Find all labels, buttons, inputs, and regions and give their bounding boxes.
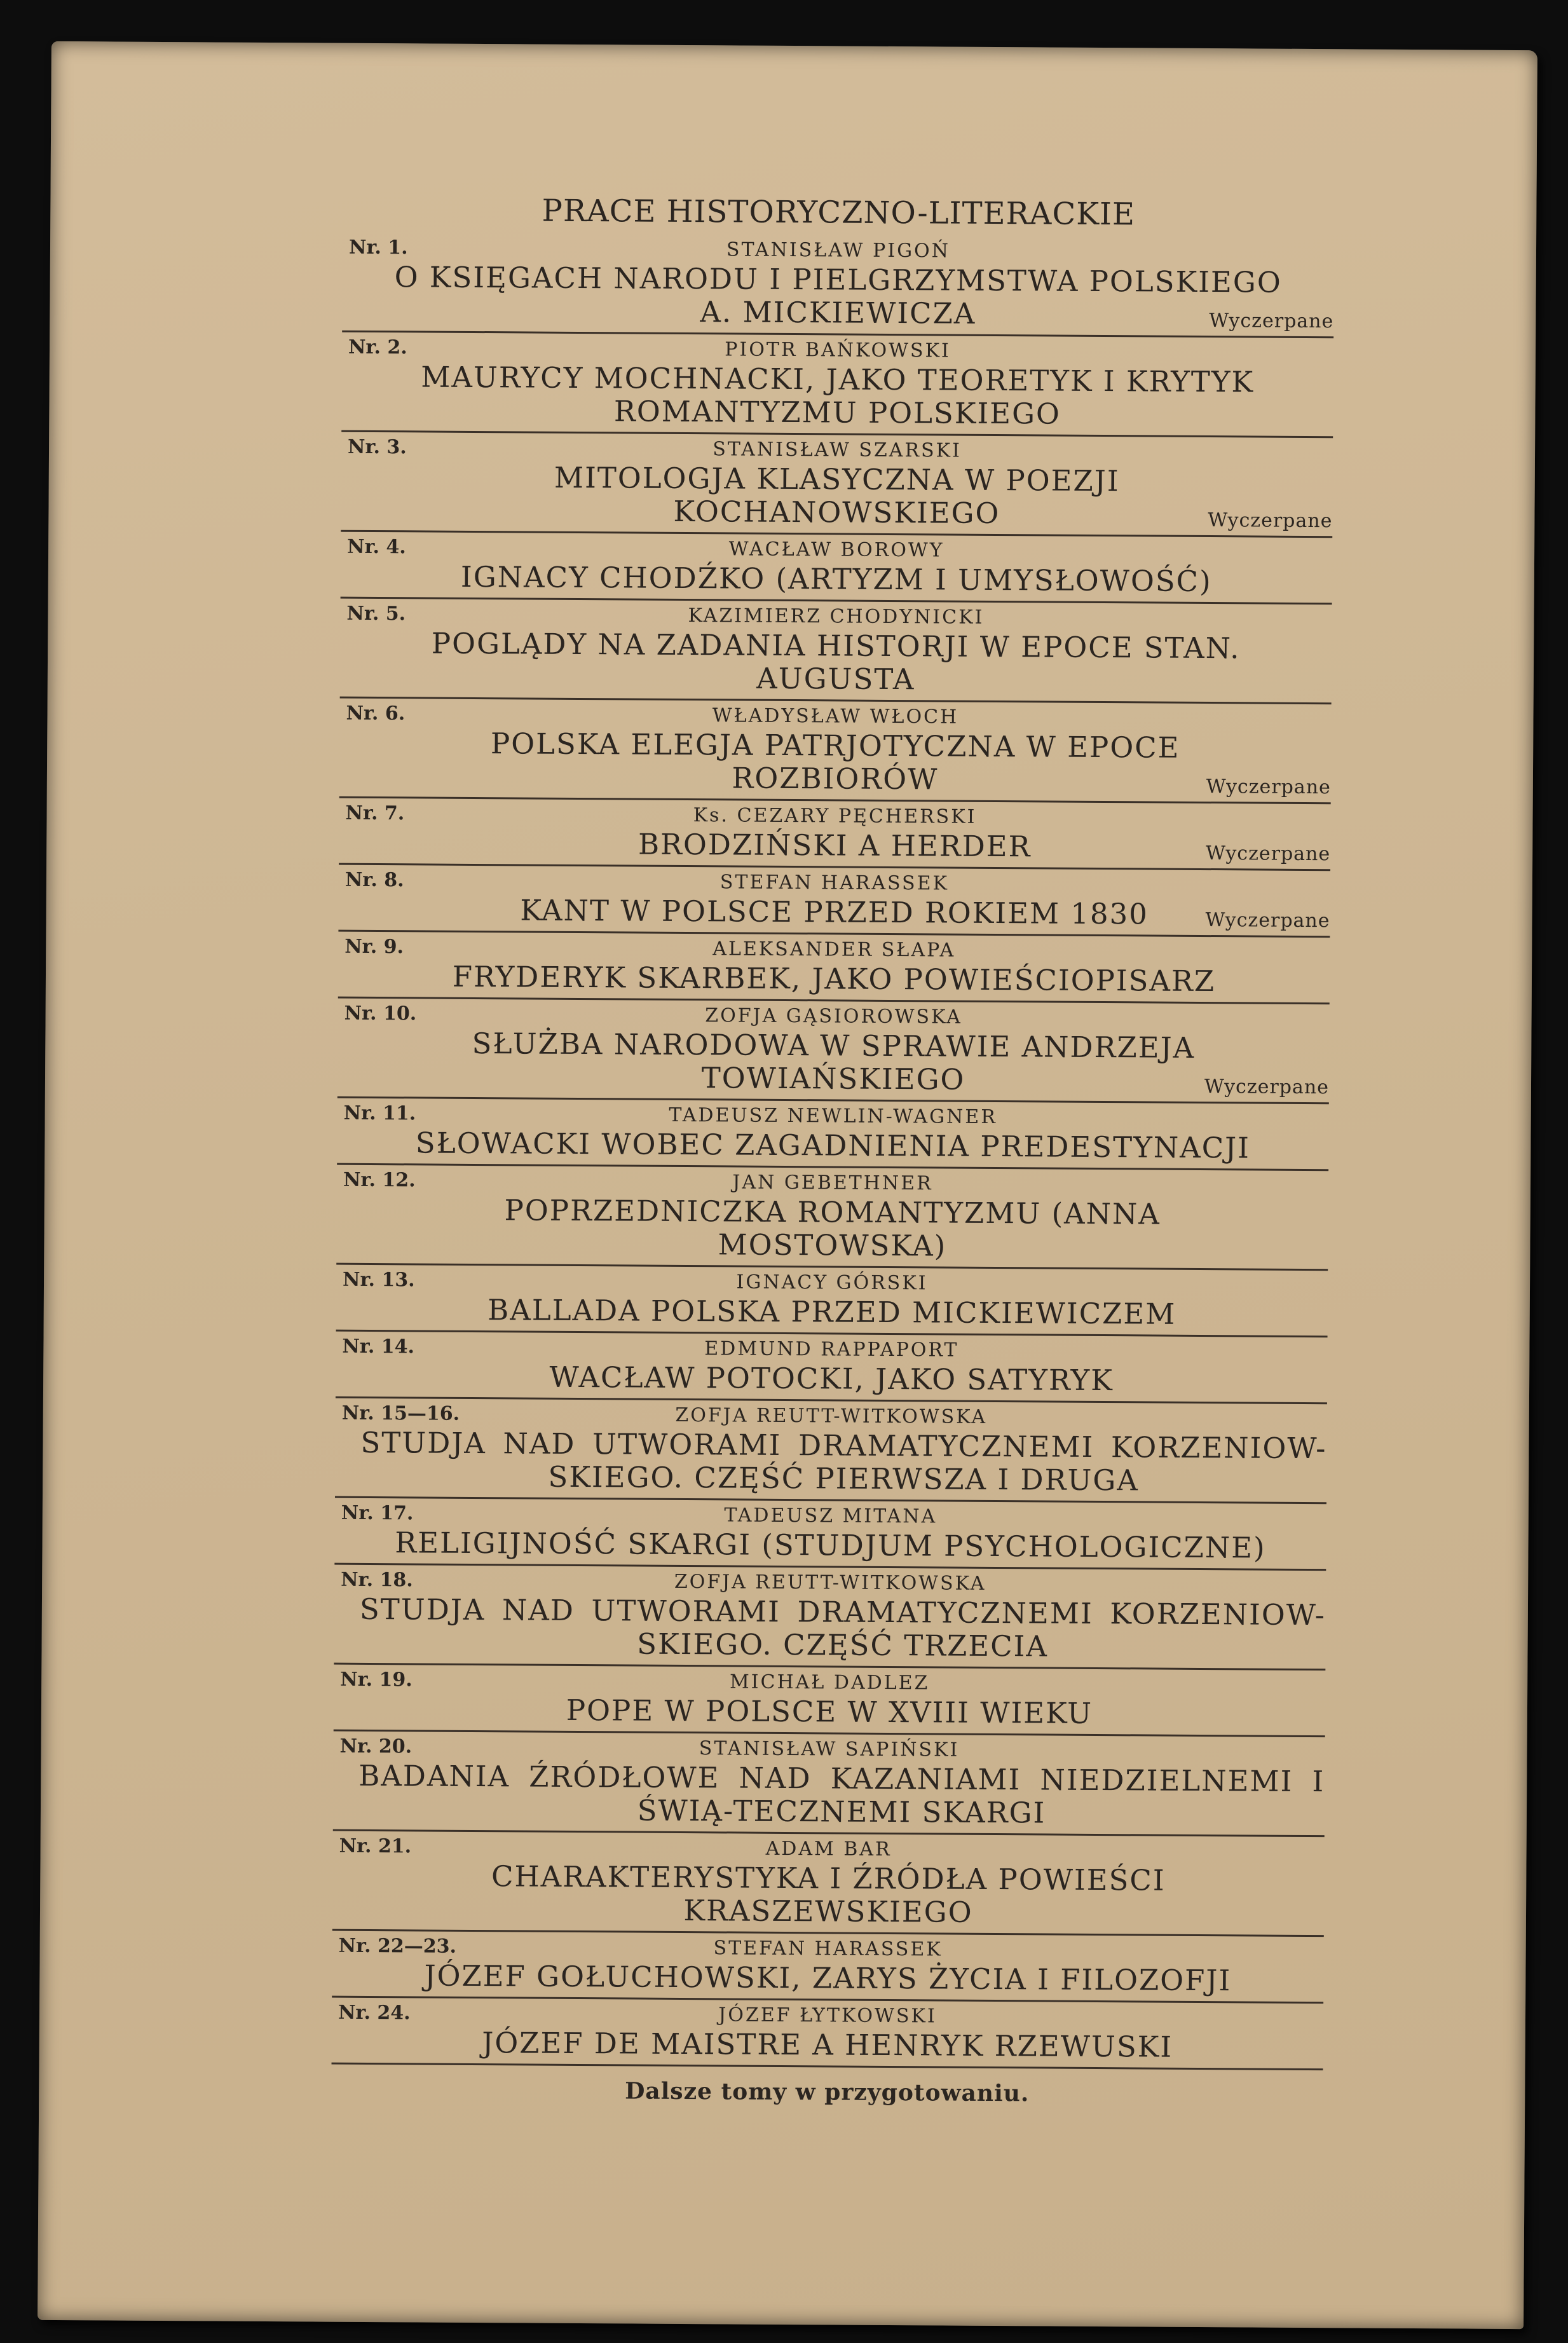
- entry-author: STANISŁAW SZARSKI: [712, 438, 962, 462]
- footer-note: Dalsze tomy w przygotowaniu.: [625, 2077, 1030, 2107]
- entry-number: Nr. 11.: [343, 1102, 416, 1125]
- entry-title: BADANIA ŹRÓDŁOWE NAD KAZANIAMI NIEDZIELNEMI I ŚWIĄ-TECZNEMI SKARGI: [358, 1758, 1325, 1830]
- entry-author: JAN GEBETHNER: [732, 1171, 933, 1195]
- entry-number: Nr. 5.: [346, 602, 406, 625]
- entry-title: POGLĄDY NA ZADANIA HISTORJI W EPOCE STAN. AUGUSTA: [431, 626, 1241, 697]
- entry-author: IGNACY GÓRSKI: [736, 1271, 928, 1295]
- entry-number: Nr. 22—23.: [338, 1934, 457, 1958]
- entry-author: ZOFJA REUTT-WITKOWSKA: [675, 1404, 988, 1428]
- catalog-entry: [339, 798, 1331, 871]
- entry-title: POPE W POLSCE W XVIII WIEKU: [566, 1693, 1093, 1730]
- entry-number: Nr. 6.: [346, 702, 406, 725]
- entry-author: STEFAN HARASSEK: [713, 1937, 943, 1961]
- entry-number: Nr. 17.: [341, 1501, 414, 1525]
- entry-status: Wyczerpane: [1204, 1076, 1330, 1099]
- entry-author: ALEKSANDER SŁAPA: [712, 938, 956, 962]
- catalog-entry: [333, 1732, 1325, 1838]
- entry-number: Nr. 3.: [347, 435, 407, 459]
- entry-title: JÓZEF GOŁUCHOWSKI, ZARYS ŻYCIA I FILOZOFJI: [424, 1958, 1232, 1998]
- entry-author: STEFAN HARASSEK: [719, 871, 950, 895]
- entry-title: SŁUŻBA NARODOWA W SPRAWIE ANDRZEJA TOWIAŃSKIEGO: [472, 1026, 1196, 1096]
- entry-number: Nr. 21.: [339, 1834, 412, 1858]
- catalog-entry: [341, 532, 1333, 605]
- entry-number: Nr. 13.: [342, 1268, 415, 1292]
- entry-number: Nr. 7.: [345, 802, 405, 825]
- entry-author: KAZIMIERZ CHODYNICKI: [688, 605, 985, 629]
- entry-author: WŁADYSŁAW WŁOCH: [712, 704, 959, 728]
- entry-number: Nr. 2.: [348, 336, 407, 359]
- entry-number: Nr. 20.: [339, 1735, 412, 1758]
- catalog-entry: [335, 1398, 1327, 1505]
- series-catalog: [331, 189, 1334, 2108]
- entry-title: WACŁAW POTOCKI, JAKO SATYRYK: [549, 1360, 1114, 1398]
- entry-number: Nr. 4.: [347, 535, 406, 559]
- entry-author: STANISŁAW PIGOŃ: [726, 238, 951, 263]
- catalog-entry: [334, 1665, 1326, 1738]
- catalog-entry: [334, 1565, 1326, 1671]
- entry-title: RELIGIJNOŚĆ SKARGI (STUDJUM PSYCHOLOGICZNE): [395, 1526, 1266, 1565]
- entry-title: STUDJA NAD UTWORAMI DRAMATYCZNEMI KORZENIOW-SKIEGO. CZĘŚĆ PIERWSZA I DRUGA: [360, 1425, 1327, 1498]
- entry-title: FRYDERYK SKARBEK, JAKO POWIEŚCIOPISARZ: [452, 959, 1216, 999]
- entry-author: EDMUND RAPPAPORT: [704, 1337, 959, 1362]
- entry-title: KANT W POLSCE PRZED ROKIEM 1830: [520, 893, 1149, 931]
- entry-author: PIOTR BAŃKOWSKI: [725, 338, 951, 362]
- series-title: PRACE HISTORYCZNO-LITERACKIE: [542, 193, 1136, 233]
- entry-number: Nr. 8.: [344, 868, 404, 892]
- entry-title: O KSIĘGACH NARODU I PIELGRZYMSTWA POLSKIEGO A. MICKIEWICZA: [394, 260, 1282, 331]
- catalog-entry: [334, 1498, 1326, 1571]
- entry-author: WACŁAW BOROWY: [728, 538, 944, 562]
- catalog-entry: [337, 1098, 1329, 1172]
- entry-title: STUDJA NAD UTWORAMI DRAMATYCZNEMI KORZENIOW-SKIEGO. CZĘŚĆ TRZECIA: [359, 1592, 1326, 1663]
- entry-status: Wyczerpane: [1205, 909, 1330, 932]
- catalog-entry: [332, 1931, 1324, 2004]
- catalog-entry: [336, 1165, 1328, 1271]
- entry-status: Wyczerpane: [1206, 775, 1331, 799]
- catalog-entry: [337, 999, 1330, 1105]
- entry-title: BRODZIŃSKI A HERDER: [637, 827, 1032, 864]
- catalog-entry: [339, 699, 1332, 805]
- entry-status: Wyczerpane: [1208, 509, 1333, 533]
- entry-title: BALLADA POLSKA PRZED MICKIEWICZEM: [487, 1293, 1176, 1331]
- catalog-entry: [332, 1998, 1324, 2071]
- entry-title: MITOLOGJA KLASYCZNA W POEZJI KOCHANOWSKIEGO: [554, 460, 1120, 531]
- catalog-entry: [341, 432, 1333, 538]
- entry-author: Ks. CEZARY PĘCHERSKI: [693, 804, 977, 828]
- catalog-entry: [338, 865, 1330, 938]
- entry-title: POLSKA ELEGJA PATRJOTYCZNA W EPOCE ROZBIORÓW: [490, 727, 1180, 796]
- entry-author: STANISŁAW SAPIŃSKI: [699, 1737, 960, 1761]
- entry-status: Wyczerpane: [1209, 310, 1334, 333]
- entry-number: Nr. 1.: [348, 236, 408, 259]
- entry-number: Nr. 9.: [344, 935, 404, 959]
- entry-number: Nr. 15—16.: [341, 1402, 460, 1425]
- entry-number: Nr. 12.: [343, 1168, 416, 1192]
- entry-number: Nr. 19.: [340, 1668, 412, 1691]
- entry-author: JÓZEF ŁYTKOWSKI: [718, 2004, 937, 2028]
- entry-title: IGNACY CHODŹKO (ARTYZM I UMYSŁOWOŚĆ): [460, 559, 1212, 599]
- entry-title: SŁOWACKI WOBEC ZAGADNIENIA PREDESTYNACJI: [415, 1126, 1251, 1165]
- entry-author: TADEUSZ MITANA: [724, 1504, 937, 1528]
- entry-title: JÓZEF DE MAISTRE A HENRYK RZEWUSKI: [482, 2026, 1173, 2064]
- entry-author: ADAM BAR: [765, 1837, 892, 1861]
- catalog-entry: [342, 233, 1334, 339]
- entry-title: CHARAKTERYSTYKA I ŹRÓDŁA POWIEŚCI KRASZEWSKIEGO: [491, 1859, 1166, 1929]
- catalog-entry: [340, 599, 1332, 705]
- catalog-entry: [341, 332, 1333, 439]
- entry-author: ZOFJA GĄSIOROWSKA: [705, 1004, 962, 1028]
- entry-title: POPRZEDNICZKA ROMANTYZMU (ANNA MOSTOWSKA): [504, 1193, 1161, 1263]
- entry-number: Nr. 18.: [341, 1568, 413, 1592]
- entry-title: MAURYCY MOCHNACKI, JAKO TEORETYK I KRYTYK ROMANTYZMU POLSKIEGO: [421, 360, 1255, 431]
- entry-author: ZOFJA REUTT-WITKOWSKA: [674, 1570, 986, 1595]
- entry-number: Nr. 10.: [344, 1002, 417, 1025]
- entry-number: Nr. 24.: [337, 2001, 411, 2025]
- catalog-entry: [338, 932, 1330, 1005]
- entry-author: TADEUSZ NEWLIN-WAGNER: [669, 1103, 997, 1129]
- catalog-entry: [336, 1265, 1328, 1338]
- catalog-entry: [332, 1831, 1325, 1937]
- book-back-cover: [37, 41, 1537, 2329]
- entry-author: MICHAŁ DADLEZ: [729, 1670, 930, 1695]
- catalog-entry: [336, 1332, 1328, 1405]
- entry-status: Wyczerpane: [1206, 842, 1331, 866]
- entry-number: Nr. 14.: [342, 1335, 415, 1358]
